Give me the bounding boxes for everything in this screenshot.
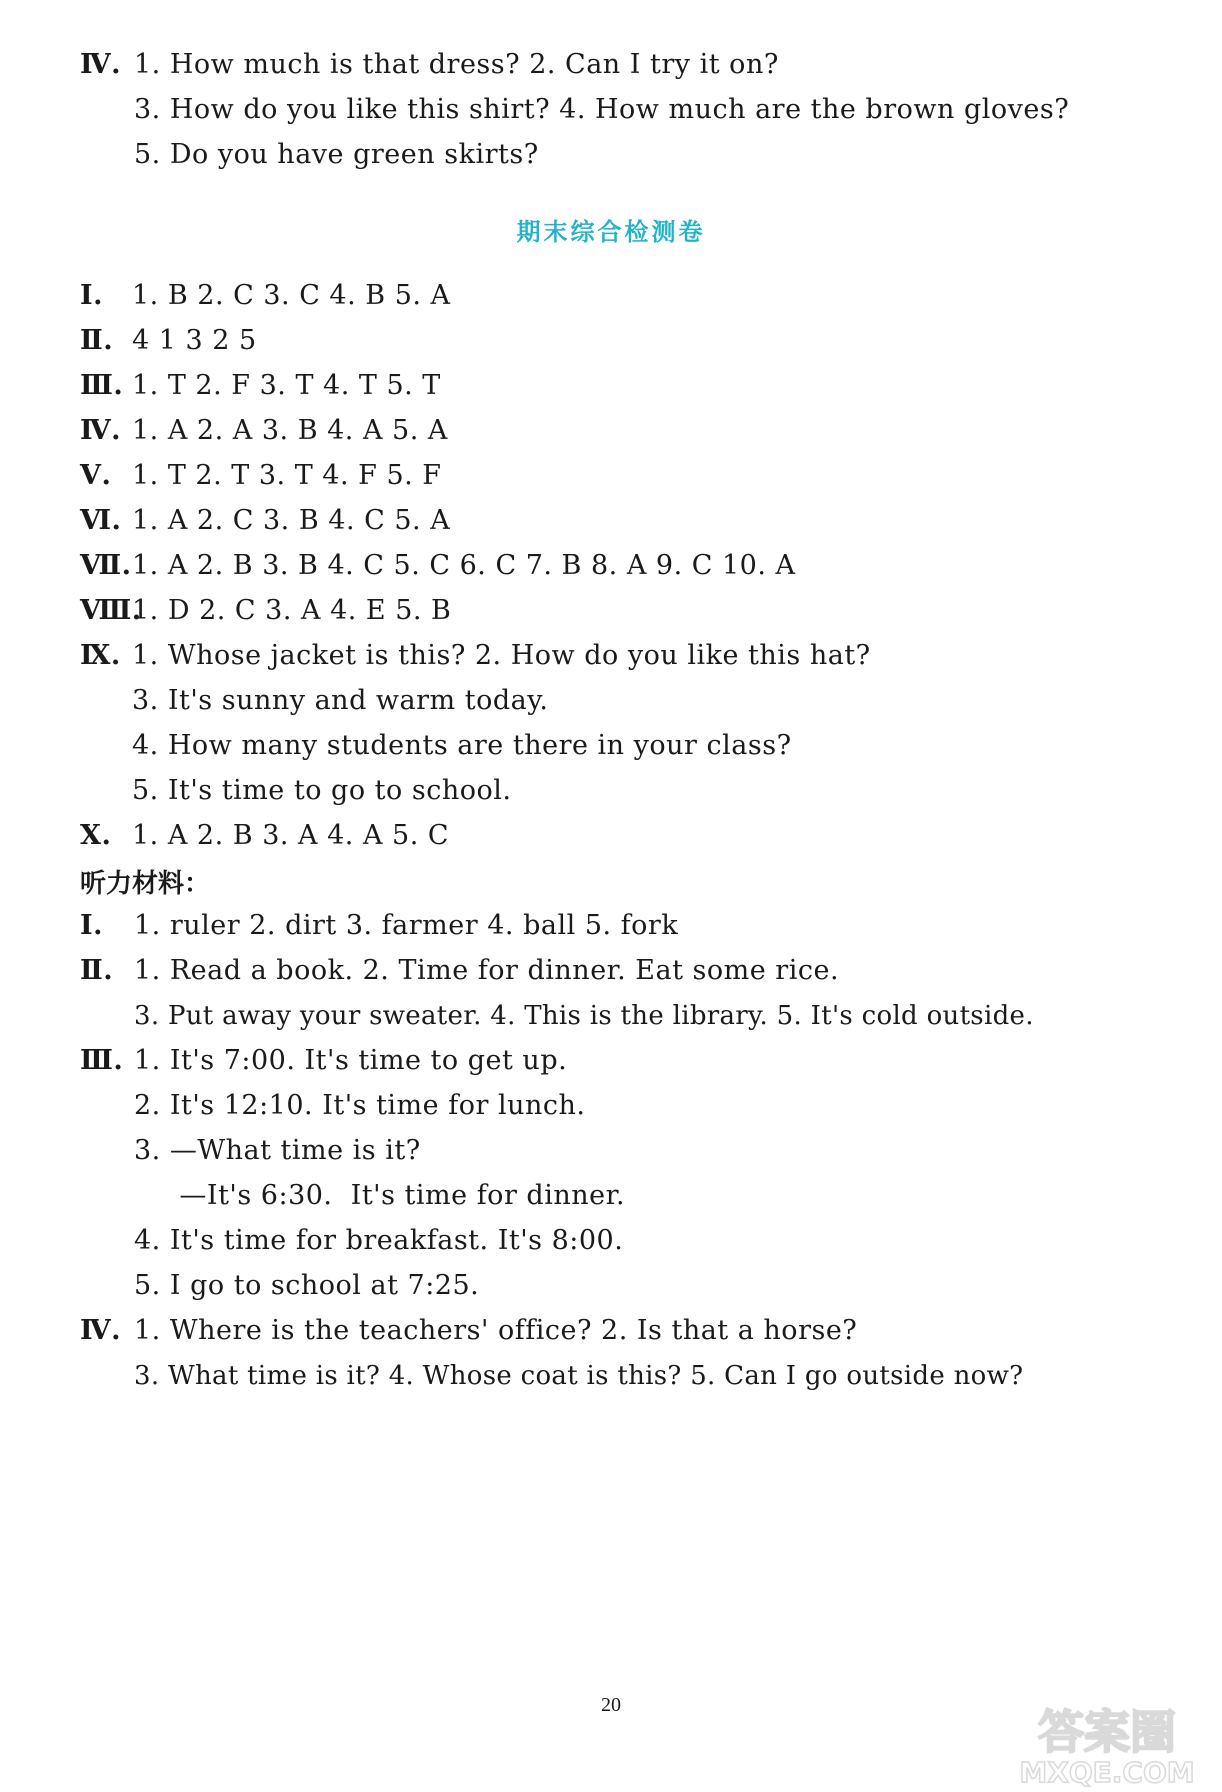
svg-text:MXQE.COM: MXQE.COM	[1019, 1756, 1195, 1788]
line-text: 3. How do you like this shirt? 4. How much are the brown gloves?	[134, 94, 1070, 125]
section-number: Ⅶ.	[80, 550, 132, 581]
line-text: 4. How many students are there in your class?	[132, 730, 792, 761]
line-text: 1. A 2. B 3. B 4. C 5. C 6. C 7. B 8. A 9. C 10. A	[132, 550, 796, 581]
line-text: 3. What time is it? 4. Whose coat is this? 5. Can I go outside now?	[134, 1361, 1024, 1391]
line-text: 1. A 2. A 3. B 4. A 5. A	[132, 415, 448, 446]
section-number: Ⅵ.	[80, 505, 122, 536]
line-text: 3. Put away your sweater. 4. This is the library. 5. It's cold outside.	[134, 1001, 1034, 1031]
line-text: 5. I go to school at 7:25.	[134, 1270, 480, 1301]
line-text: 1. A 2. C 3. B 4. C 5. A	[132, 505, 451, 536]
line-text: 1. B 2. C 3. C 4. B 5. A	[132, 280, 451, 311]
section-number: Ⅳ.	[80, 415, 122, 446]
section-number: Ⅰ.	[80, 280, 104, 311]
line-text: 2. It's 12:10. It's time for lunch.	[134, 1090, 586, 1121]
line-text: 1. It's 7:00. It's time to get up.	[134, 1045, 568, 1076]
line-text: 1. D 2. C 3. A 4. E 5. B	[132, 595, 452, 626]
line-text: 1. T 2. F 3. T 4. T 5. T	[132, 370, 441, 401]
page-number: 20	[601, 1694, 621, 1716]
line-text: 1. ruler 2. dirt 3. farmer 4. ball 5. fork	[134, 910, 679, 941]
section-number: Ⅲ.	[80, 370, 124, 401]
section-number: Ⅸ.	[80, 640, 121, 671]
section-number: Ⅹ.	[80, 820, 112, 851]
line-text: 1. A 2. B 3. A 4. A 5. C	[132, 820, 450, 851]
section-number: Ⅰ.	[80, 910, 104, 941]
line-text: 1. Where is the teachers' office? 2. Is that a horse?	[134, 1315, 858, 1346]
svg-text:答案圈: 答案圈	[1038, 1705, 1176, 1759]
section-title: 期末综合检测卷	[516, 218, 706, 246]
section-number: Ⅴ.	[80, 460, 112, 491]
section-number: Ⅳ.	[80, 1315, 122, 1346]
section-number: Ⅲ.	[80, 1045, 124, 1076]
section-number: Ⅱ.	[80, 325, 114, 356]
line-text: 4 1 3 2 5	[132, 325, 257, 356]
line-text: 4. It's time for breakfast. It's 8:00.	[134, 1225, 624, 1256]
line-text: 1. Whose jacket is this? 2. How do you like this hat?	[132, 640, 871, 671]
section-number: Ⅳ.	[80, 49, 122, 80]
line-text: 1. Read a book. 2. Time for dinner. Eat some rice.	[134, 955, 840, 986]
section-number: Ⅱ.	[80, 955, 114, 986]
line-text: 5. It's time to go to school.	[132, 775, 512, 806]
section-number: Ⅷ.	[80, 595, 142, 626]
line-text: —It's 6:30. It's time for dinner.	[134, 1180, 626, 1211]
line-text: 3. —What time is it?	[134, 1135, 421, 1166]
watermark-logo-icon	[1002, 1696, 1212, 1788]
line-text: 1. How much is that dress? 2. Can I try it on?	[134, 49, 779, 80]
listening-heading: 听力材料：	[80, 869, 211, 899]
line-text: 3. It's sunny and warm today.	[132, 685, 549, 716]
line-text: 5. Do you have green skirts?	[134, 139, 539, 170]
line-text: 1. T 2. T 3. T 4. F 5. F	[132, 460, 442, 491]
